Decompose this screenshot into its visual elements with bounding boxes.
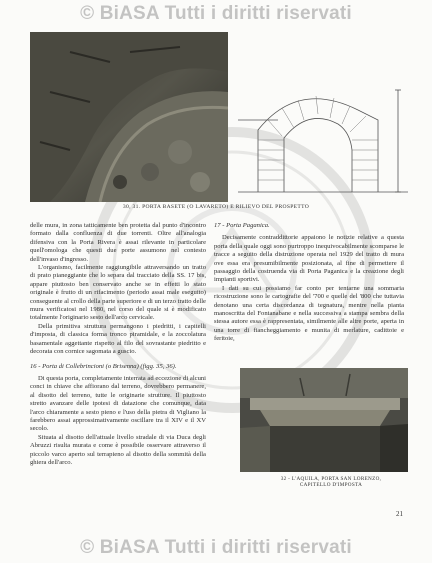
photo-capitello [240,368,408,472]
left-paragraph-1: delle mura, in zona tatticamente ben protetta dal punto d'incontro formato dalla confluenza di due torrenti. Oltre all'analogia difensiva con la Porta Rivera è assai rilevante in particolare quell'omologa che questi due porte assumono nel contesto dell'invaso d'ingresso. [30,222,206,263]
left-paragraph-2: L'organismo, facilmente raggiungibile attraversando un tratto di prato pianeggiante che lo separa dal tracciato della SS. 17 bis, appare piuttosto ben conservato anche se in effetti lo stato originale è frutto di un rifacimento (periodo assai male eseguito) conseguente al crollo della parte superiore e di un terzo tratto delle mura verificatosi nel 1980, nel corso del quale si è modificato totalmente l'originario sesto dell'arco cervicale. [30,264,206,322]
right-paragraph-1: Decisamente contraddittorie appaiono le notizie relative a questa porta della quale oggi sono purtroppo inequivocabilmente scomparse le tracce a seguito della distruzione operata nel 1929 del tratto di mura ove essa era presumibilmente posizionata, al fine di permettere il passaggio della costruenda via di Porta Paganica e la creazione degli impianti sportivi. [214,234,404,284]
page-number: 21 [396,510,403,518]
caption-bottom [256,476,406,489]
photo-porta-basete [30,32,228,202]
left-paragraph-4: Di questa porta, completamente interrata ad eccezione di alcuni conci in chiave che affiorano dal terreno, dovrebbero permanere, al disotto del terreno, tutte le originarie strutture. Il piuttosto stretto avanzare delle ipotesi di datazione che comunque, data l'arco chiaramente a sesto pieno e l'uso della pietra di Vigliano la farebbero assai approssimativamente oscillare tra il XIV e il XV secolo. [30,374,206,433]
left-column [30,222,206,492]
watermark-top: © BiASA Tutti i diritti riservati [80,3,352,24]
right-column [214,222,404,342]
caption-bottom-line-2: CAPITELLO D'IMPOSTA [299,482,363,489]
left-paragraph-3: Della primitiva struttura permangono i piedritti, i capitelli d'imposta, di classica forma tronco piramidale, e la zoccolatura basamentale aggettante rispetto al filo del sovrastante piedritto e decorata con cornice sagomata a guscio. [30,322,206,356]
right-paragraph-2: I dati su cui possiamo far conto per tentarne una sommaria ricostruzione sono le cartografie del '700 e quelle del '800 che tuttavia denotano una certa discordanza di tegnatura, mentre nella pianta manoscritta del Fontanabane e nella successiva a stampa sembra della stessa autore essa è rappresentata, similmente alle altre porte, aperta in una torre di fiancheggiamento e munita di merlature, cadittoie e feritoie, [214,284,404,342]
left-paragraph-5: Situata al disotto dell'attuale livello stradale di via Duca degli Abruzzi risulta murata e come è possibile osservare attraverso il piccolo varco aperto sul terrapieno al disotto della sommità della ghiera dell'arco. [30,433,206,466]
caption-top: 30, 31. PORTA BASETE (O LAVARETO) E RILIEVO DEL PROSPETTO [122,204,310,210]
drawing-elevation [238,80,408,202]
caption-bottom-line-1: 32 - L'AQUILA, PORTA SAN LORENZO, [280,476,382,482]
section-heading-16: 16 - Porta di Collebrincioni (o Brisenna) (figg. 35, 36). [30,362,177,370]
section-heading-17: 17 - Porta Paganica. [214,222,270,229]
watermark-bottom: © BiASA Tutti i diritti riservati [80,537,352,558]
